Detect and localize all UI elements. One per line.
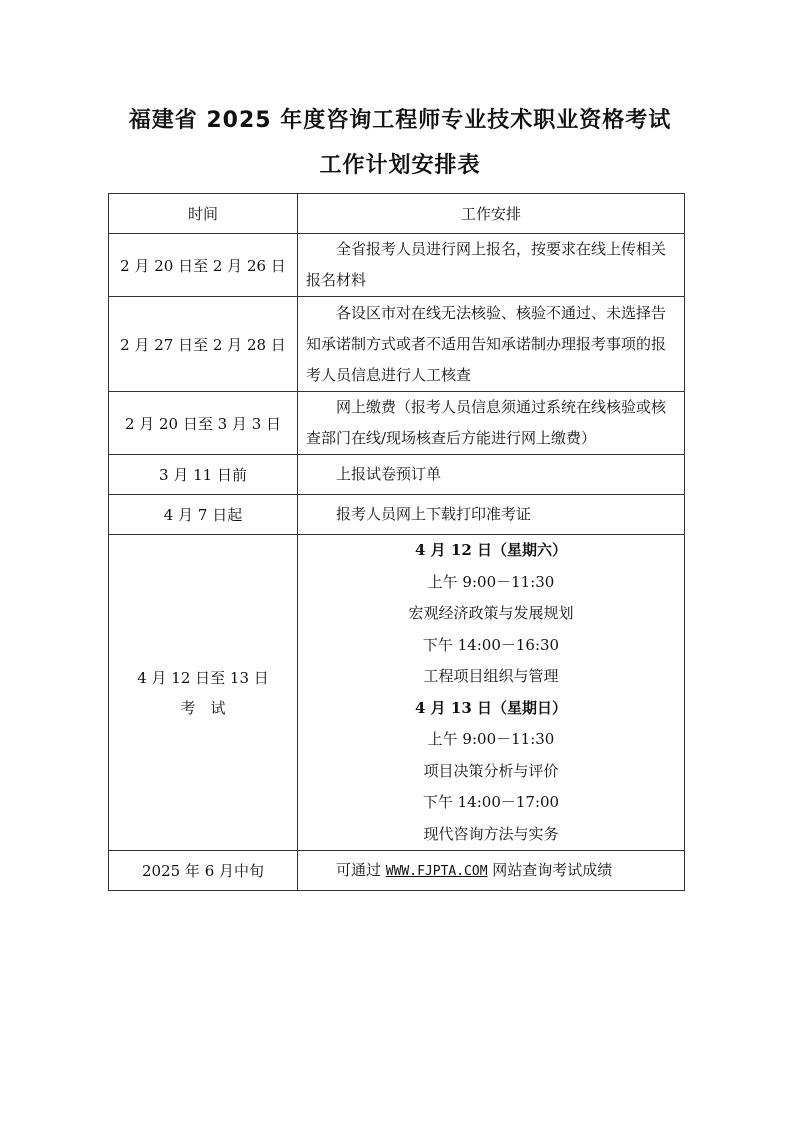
header-time: 时间 xyxy=(109,194,298,234)
exam-subject: 项目决策分析与评价 xyxy=(423,761,559,780)
table-row xyxy=(109,297,685,392)
header-task: 工作安排 xyxy=(298,194,685,234)
table-row xyxy=(109,392,685,455)
website-link[interactable]: WWW.FJPTA.COM xyxy=(385,863,488,879)
row-task: 各设区市对在线无法核验、核验不通过、未选择告知承诺制方式或者不适用告知承诺制办理报考事项的报考人员信息进行人工核查 xyxy=(298,297,685,392)
row-task xyxy=(298,851,685,891)
table-row xyxy=(109,455,685,495)
row-time: 3 月 11 日前 xyxy=(109,455,298,495)
row-task: 全省报考人员进行网上报名，按要求在线上传相关报名材料 xyxy=(298,234,685,297)
exam-session-time: 上午 9:00－11:30 xyxy=(427,572,555,591)
row-time: 2 月 27 日至 2 月 28 日 xyxy=(109,297,298,392)
document-title: 福建省 2025 年度咨询工程师专业技术职业资格考试 xyxy=(128,108,672,133)
exam-label: 考 试 xyxy=(180,698,226,717)
table-row xyxy=(109,234,685,297)
exam-session-time: 上午 9:00－11:30 xyxy=(427,730,555,748)
row-task: 上报试卷预订单 xyxy=(298,455,685,495)
row-task: 报考人员网上下载打印准考证 xyxy=(298,495,685,535)
exam-session-time: 下午 14:00－16:30 xyxy=(422,635,560,654)
exam-subject: 工程项目组织与管理 xyxy=(423,667,559,685)
document-subtitle: 工作计划安排表 xyxy=(319,153,481,178)
task-suffix: 网站查询考试成绩 xyxy=(487,860,613,879)
exam-row xyxy=(109,535,685,851)
row-time: 4 月 7 日起 xyxy=(109,495,298,535)
row-time: 2 月 20 日至 2 月 26 日 xyxy=(109,234,298,297)
exam-subject: 现代咨询方法与实务 xyxy=(423,824,559,843)
exam-schedule xyxy=(298,535,685,851)
task-prefix: 可通过 xyxy=(336,860,386,879)
exam-day-2: 4 月 13 日（星期日） xyxy=(415,698,567,717)
exam-time xyxy=(109,535,298,851)
exam-date-range: 4 月 12 日至 13 日 xyxy=(137,668,269,687)
table-header-row xyxy=(109,194,685,234)
row-time: 2 月 20 日至 3 月 3 日 xyxy=(109,392,298,455)
exam-day-1: 4 月 12 日（星期六） xyxy=(415,541,567,559)
table-row xyxy=(109,495,685,535)
row-time: 2025 年 6 月中旬 xyxy=(109,851,298,891)
exam-subject: 宏观经济政策与发展规划 xyxy=(408,604,574,622)
table-row xyxy=(109,851,685,891)
schedule-table xyxy=(108,193,685,891)
row-task: 网上缴费（报考人员信息须通过系统在线核验或核查部门在线/现场核查后方能进行网上缴费） xyxy=(298,392,685,455)
exam-session-time: 下午 14:00－17:00 xyxy=(422,793,560,811)
